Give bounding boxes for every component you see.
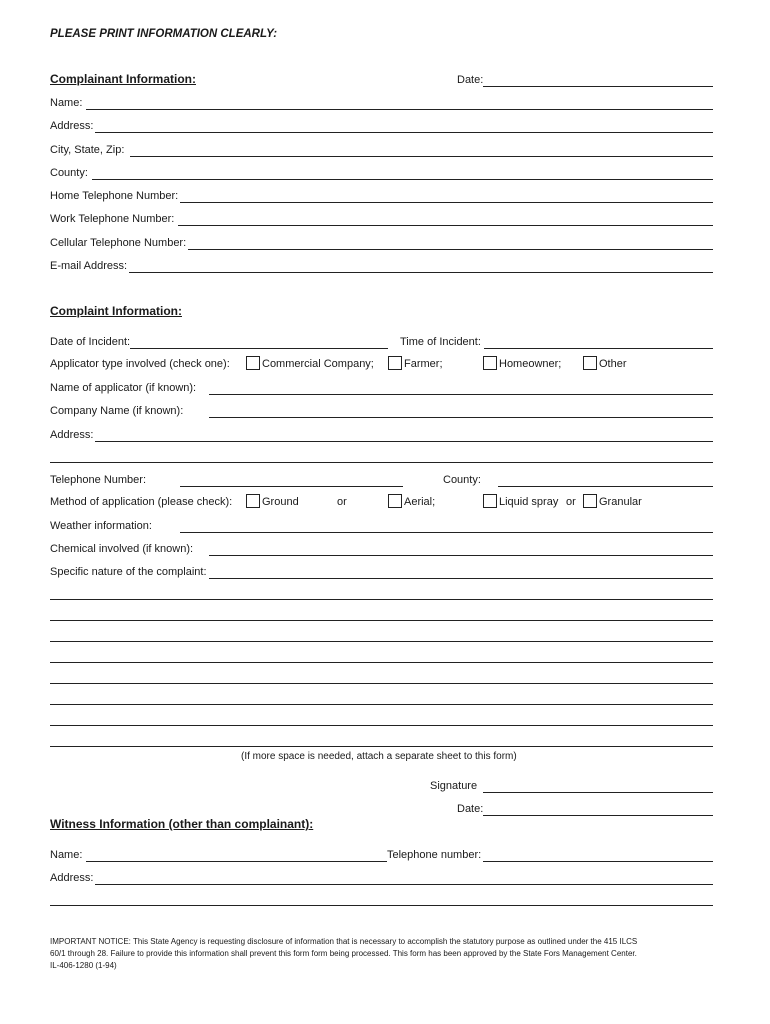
incident-time-label: Time of Incident: <box>400 336 481 348</box>
weather-field[interactable] <box>180 532 713 533</box>
complaint-nature-line[interactable] <box>50 725 713 726</box>
complaint-nature-label: Specific nature of the complaint: <box>50 566 207 578</box>
cell-phone-label: Cellular Telephone Number: <box>50 237 187 249</box>
incident-time-field[interactable] <box>484 348 713 349</box>
company-name-field[interactable] <box>209 417 713 418</box>
work-phone-label: Work Telephone Number: <box>50 213 175 225</box>
complaint-address-label: Address: <box>50 429 94 441</box>
notice-line-1: IMPORTANT NOTICE: This State Agency is requesting disclosure of information that is necessary to accomplish the statutory purpose as outlined under the 415 ILCS <box>50 937 638 946</box>
witness-name-field[interactable] <box>86 861 387 862</box>
commercial-company-label: Commercial Company; <box>262 358 374 370</box>
complaint-nature-field[interactable] <box>209 578 713 579</box>
witness-section-title: Witness Information (other than complainant): <box>50 817 314 831</box>
applicator-type-label: Applicator type involved (check one): <box>50 358 230 370</box>
ground-label: Ground <box>262 496 299 508</box>
complainant-name-field[interactable] <box>86 109 713 110</box>
complainant-address-field[interactable] <box>95 132 713 133</box>
notice-line-2: 60/1 through 28. Failure to provide this information shall prevent this form form being processed. This form has been approved by the State Fors Management Center. <box>50 949 637 958</box>
complaint-county-label: County: <box>443 474 481 486</box>
complainant-city-label: City, State, Zip: <box>50 144 125 156</box>
farmer-label: Farmer; <box>404 358 443 370</box>
incident-date-label: Date of Incident: <box>50 336 131 348</box>
witness-phone-field[interactable] <box>483 861 713 862</box>
method-label: Method of application (please check): <box>50 496 233 508</box>
incident-date-field[interactable] <box>130 348 388 349</box>
signature-date-label: Date: <box>457 803 484 815</box>
signature-field[interactable] <box>483 792 713 793</box>
applicator-phone-field[interactable] <box>180 486 403 487</box>
company-name-label: Company Name (if known): <box>50 405 184 417</box>
complaint-nature-line[interactable] <box>50 620 713 621</box>
applicator-name-label: Name of applicator (if known): <box>50 382 197 394</box>
witness-name-label: Name: <box>50 849 83 861</box>
complaint-nature-line[interactable] <box>50 662 713 663</box>
complainant-date-label: Date: <box>457 74 484 86</box>
email-field[interactable] <box>129 272 713 273</box>
home-phone-field[interactable] <box>180 202 713 203</box>
liquid-spray-checkbox[interactable] <box>483 494 497 508</box>
liquid-spray-label: Liquid spray <box>499 496 559 508</box>
important-notice <box>50 936 730 972</box>
complainant-name-label: Name: <box>50 97 83 109</box>
form-instruction: PLEASE PRINT INFORMATION CLEARLY: <box>50 28 278 40</box>
work-phone-field[interactable] <box>178 225 713 226</box>
complaint-nature-line[interactable] <box>50 641 713 642</box>
applicator-name-field[interactable] <box>209 394 713 395</box>
ground-checkbox[interactable] <box>246 494 260 508</box>
complaint-nature-line[interactable] <box>50 746 713 747</box>
form-id: IL-406-1280 (1-94) <box>50 961 117 970</box>
witness-address-field[interactable] <box>95 884 713 885</box>
complainant-date-field[interactable] <box>483 86 713 87</box>
witness-address-field-2[interactable] <box>50 905 713 906</box>
witness-phone-label: Telephone number: <box>387 849 482 861</box>
granular-checkbox[interactable] <box>583 494 597 508</box>
homeowner-label: Homeowner; <box>499 358 562 370</box>
email-label: E-mail Address: <box>50 260 128 272</box>
or-text-1: or <box>337 496 347 508</box>
other-checkbox[interactable] <box>583 356 597 370</box>
applicator-phone-label: Telephone Number: <box>50 474 147 486</box>
other-label: Other <box>599 358 627 370</box>
signature-label: Signature <box>430 780 478 792</box>
cell-phone-field[interactable] <box>188 249 713 250</box>
home-phone-label: Home Telephone Number: <box>50 190 179 202</box>
farmer-checkbox[interactable] <box>388 356 402 370</box>
complainant-address-label: Address: <box>50 120 94 132</box>
complaint-address-field[interactable] <box>95 441 713 442</box>
complaint-nature-line[interactable] <box>50 599 713 600</box>
complaint-address-field-2[interactable] <box>50 462 713 463</box>
homeowner-checkbox[interactable] <box>483 356 497 370</box>
complainant-city-field[interactable] <box>130 156 713 157</box>
commercial-company-checkbox[interactable] <box>246 356 260 370</box>
complaint-county-field[interactable] <box>498 486 713 487</box>
aerial-label: Aerial; <box>404 496 436 508</box>
witness-address-label: Address: <box>50 872 94 884</box>
aerial-checkbox[interactable] <box>388 494 402 508</box>
chemical-field[interactable] <box>209 555 713 556</box>
complainant-county-label: County: <box>50 167 88 179</box>
extra-space-note: (If more space is needed, attach a separate sheet to this form) <box>241 751 517 762</box>
weather-label: Weather information: <box>50 520 152 532</box>
granular-label: Granular <box>599 496 642 508</box>
signature-date-field[interactable] <box>483 815 713 816</box>
complainant-county-field[interactable] <box>92 179 713 180</box>
complainant-section-title: Complainant Information: <box>50 72 196 86</box>
or-text-2: or <box>566 496 576 508</box>
chemical-label: Chemical involved (if known): <box>50 543 194 555</box>
complaint-section-title: Complaint Information: <box>50 304 182 318</box>
complaint-nature-line[interactable] <box>50 683 713 684</box>
complaint-nature-line[interactable] <box>50 704 713 705</box>
